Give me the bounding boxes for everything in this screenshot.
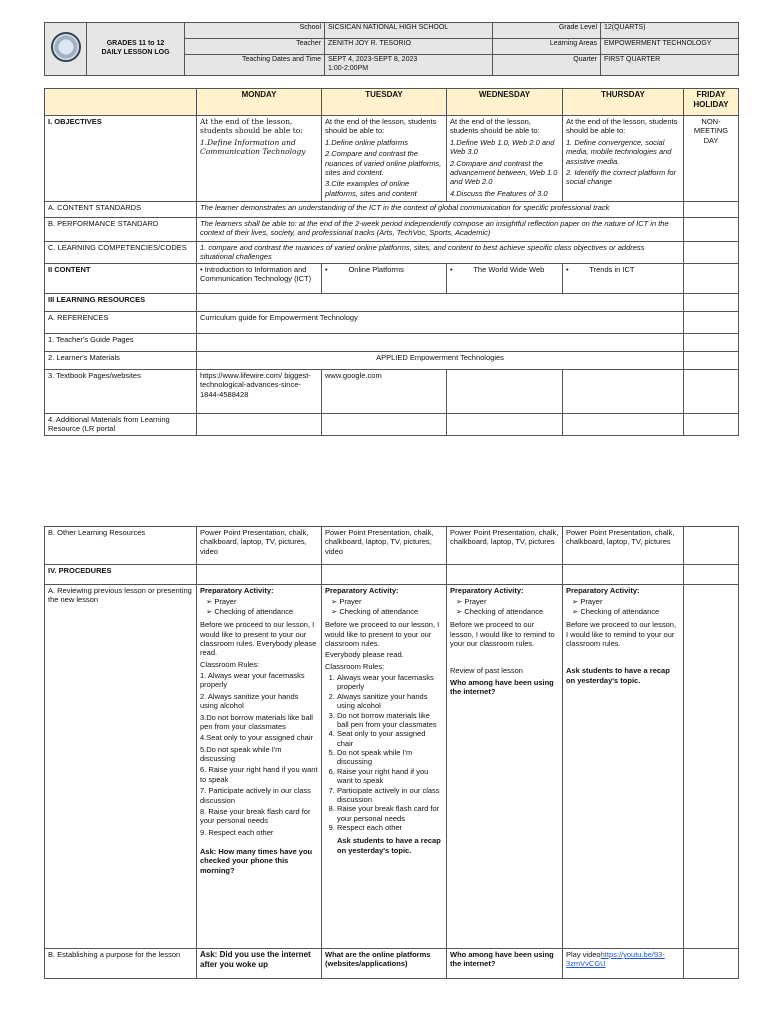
review-lesson-label: A. Reviewing previous lesson or presenting the new lesson (45, 585, 197, 949)
log-title: GRADES 11 to 12 DAILY LESSON LOG (87, 23, 185, 76)
performance-standard-label: B. PERFORMANCE STANDARD (45, 218, 197, 242)
textbook-label: 3. Textbook Pages/websites (45, 369, 197, 413)
day-thursday: THURSDAY (563, 89, 684, 116)
content-thursday: • Trends in ICT (563, 263, 684, 293)
purpose-label: B. Establishing a purpose for the lesson (45, 949, 197, 979)
area-label: Learning Areas (493, 39, 601, 55)
day-wednesday: WEDNESDAY (447, 89, 563, 116)
school-label: School (185, 23, 325, 39)
additional-materials-label: 4. Additional Materials from Learning Resource (LR portal (45, 413, 197, 435)
competencies-label: C. LEARNING COMPETENCIES/CODES (45, 242, 197, 264)
dates-value: SEPT 4, 2023-SEPT 8, 2023 1:00-2:00PM (325, 55, 493, 76)
procedures-label: IV. PROCEDURES (45, 565, 197, 585)
quarter-value: FIRST QUARTER (601, 55, 739, 76)
references-text: Curriculum guide for Empowerment Technology (197, 311, 684, 333)
deped-seal-icon (51, 32, 81, 62)
content-standards-label: A. CONTENT STANDARDS (45, 202, 197, 218)
other-resources-monday: Power Point Presentation, chalk, chalkboard, laptop, TV, pictures, video (197, 527, 322, 565)
content-monday: • Introduction to Information and Communication Technology (ICT) (197, 263, 322, 293)
review-lesson-monday: Preparatory Activity: ➢ Prayer ➢ Checking of attendance Before we proceed to our lesson, I would like to present to your our classroom rules. Everybody please read. Classroom Rules: 1. Always wear your facemasks properly 2. Always sanitize your hands using alcohol 3.Do not borrow materials like ball pen from your classmates 4.Seat only to your assigned chair 5.Do not speak while I'm discussing 6. Raise your right hand if you want to speak 7. Participate actively in our class discussion 8. Raise your break flash card for your personal needs 9. Respect each other Ask: How many times have you checked your phone this morning? (197, 585, 322, 949)
lesson-log-table-2 (44, 526, 739, 979)
deped-seal-cell (45, 23, 87, 76)
grade-value: 12(QUARTS) (601, 23, 739, 39)
teacher-value: ZENITH JOY R. TESORIO (325, 39, 493, 55)
dates-label: Teaching Dates and Time (185, 55, 325, 76)
day-friday: FRIDAY HOLIDAY (684, 89, 739, 116)
teacher-label: Teacher (185, 39, 325, 55)
learners-materials-text: APPLIED Empowerment Technologies (197, 351, 684, 369)
performance-standard-text: The learners shall be able to: at the end of the 2-week period independently compose an insightful reflection paper on the nature of ICT in the context of their lives, society, and professional tracks (Arts, TechVoc, Sports, Academic) (197, 218, 684, 242)
quarter-label: Quarter (493, 55, 601, 76)
other-resources-tuesday: Power Point Presentation, chalk, chalkboard, laptop, TV, pictures, video (322, 527, 447, 565)
textbook-monday: https://www.lifewire.com/ biggest-technological-advances-since-1844-4588428 (197, 369, 322, 413)
competencies-text: 1. compare and contrast the nuances of varied online platforms, sites, and content to best achieve specific class objectives or address situational challenges (197, 242, 684, 264)
header-table (44, 22, 739, 76)
objectives-monday: At the end of the lesson, students should be able to: 1.Define Information and Communication Technology (197, 116, 322, 202)
review-lesson-tuesday: Preparatory Activity: ➢ Prayer ➢ Checking of attendance Before we proceed to our lesson, I would like to present to your our classroom rules. Everybody please read. Classroom Rules: 1. Always wear your facemasks properly 2. Always sanitize your hands using alcohol 3. Do not borrow materials like ball pen from your classmates 4. Seat only to your assigned chair 5. Do not speak while I'm discussing 6. Raise your right hand if you want to speak 7. Participate actively in our class discussion 8. Raise your break flash card for your personal needs 9. Respect each other Ask students to have a recap on yesterday's topic. (322, 585, 447, 949)
youtube-video-link[interactable]: https://youtu.be/93-3zmVvCGU (566, 950, 665, 969)
purpose-wednesday: Who among have been using the internet? (447, 949, 563, 979)
learners-materials-label: 2. Learner's Materials (45, 351, 197, 369)
purpose-monday: Ask: Did you use the internet after you woke up (197, 949, 322, 979)
objectives-thursday: At the end of the lesson, students should be able to: 1. Define convergence, social media, mobile technologies and assistive media. 2. Identify the correct platform for social change (563, 116, 684, 202)
other-resources-wednesday: Power Point Presentation, chalk, chalkboard, laptop, TV, pictures (447, 527, 563, 565)
day-monday: MONDAY (197, 89, 322, 116)
review-lesson-wednesday: Preparatory Activity: ➢ Prayer ➢ Checking of attendance Before we proceed to our lesson, I would like to remind to your our classroom rules. Review of past lesson Who among have been using the internet? (447, 585, 563, 949)
teachers-guide-label: 1. Teacher's Guide Pages (45, 333, 197, 351)
references-label: A. REFERENCES (45, 311, 197, 333)
school-value: SICSICAN NATIONAL HIGH SCHOOL (325, 23, 493, 39)
content-standards-text: The learner demonstrates an understanding of the ICT in the context of global communication for specific professional track (197, 202, 684, 218)
purpose-tuesday: What are the online platforms (websites/applications) (322, 949, 447, 979)
other-resources-label: B. Other Learning Resources (45, 527, 197, 565)
purpose-thursday: Play videohttps://youtu.be/93-3zmVvCGU (563, 949, 684, 979)
blank-head (45, 89, 197, 116)
other-resources-thursday: Power Point Presentation, chalk, chalkboard, laptop, TV, pictures (563, 527, 684, 565)
lesson-log-table-1 (44, 88, 739, 436)
objectives-wednesday: At the end of the lesson, students should be able to: 1.Define Web 1.0, Web 2.0 and Web 3.0 2.Compare and contrast the advancement between, Web 1.0 and Web 2.0 4.Discuss the Features of 3.0 (447, 116, 563, 202)
objectives-label: I. OBJECTIVES (45, 116, 197, 202)
textbook-tuesday: www.google.com (322, 369, 447, 413)
area-value: EMPOWERMENT TECHNOLOGY (601, 39, 739, 55)
resources-label: III LEARNING RESOURCES (45, 293, 197, 311)
content-wednesday: • The World Wide Web (447, 263, 563, 293)
grade-label: Grade Level (493, 23, 601, 39)
day-tuesday: TUESDAY (322, 89, 447, 116)
objectives-friday: NON-MEETING DAY (684, 116, 739, 202)
content-tuesday: • Online Platforms (322, 263, 447, 293)
review-lesson-thursday: Preparatory Activity: ➢ Prayer ➢ Checking of attendance Before we proceed to our lesson, I would like to remind to your our classroom rules. Ask students to have a recap on yesterday's topic. (563, 585, 684, 949)
objectives-tuesday: At the end of the lesson, students should be able to: 1.Define online platforms 2.Compare and contrast the nuances of varied online platforms, sites and content. 3.Cite examples of online platforms, sites and content (322, 116, 447, 202)
content-label: II CONTENT (45, 263, 197, 293)
